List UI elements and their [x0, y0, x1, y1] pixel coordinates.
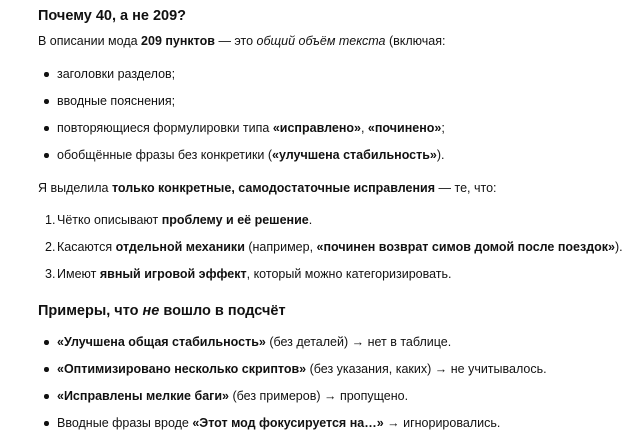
numbered-item: 2. Касаются отдельной механики (например, «починен возврат симов домой после поездок»). — [45, 240, 623, 254]
selection-paragraph: Я выделила только конкретные, самодостаточные исправления — те, что: — [38, 181, 497, 195]
list-item: повторяющиеся формулировки типа «исправлено», «починено»; — [38, 120, 445, 136]
criteria-numbered-list — [38, 212, 623, 282]
list-item: «Оптимизировано несколько скриптов» (без указания, каких) → не учитывалось. — [38, 361, 547, 377]
list-item: обобщённые фразы без конкретики («улучшена стабильность»). — [38, 147, 445, 163]
section-heading-why-40: Почему 40, а не 209? — [38, 8, 187, 24]
numbered-item: 1. Чётко описывают проблему и её решение. — [45, 213, 313, 227]
numbered-item: 3. Имеют явный игровой эффект, который можно категоризировать. — [45, 267, 452, 281]
included-text-list — [38, 66, 445, 163]
section-heading-excluded-examples: Примеры, что не вошло в подсчёт — [38, 303, 286, 319]
list-item: вводные пояснения; — [38, 93, 445, 109]
list-item: «Улучшена общая стабильность» (без деталей) → нет в таблице. — [38, 334, 547, 350]
list-item: заголовки разделов; — [38, 66, 445, 82]
list-item: Вводные фразы вроде «Этот мод фокусируется на…» → игнорировались. — [38, 415, 547, 431]
excluded-examples-list — [38, 334, 547, 431]
list-item: «Исправлены мелкие баги» (без примеров) → пропущено. — [38, 388, 547, 404]
intro-paragraph: В описании мода 209 пунктов — это общий объём текста (включая: — [38, 34, 446, 48]
